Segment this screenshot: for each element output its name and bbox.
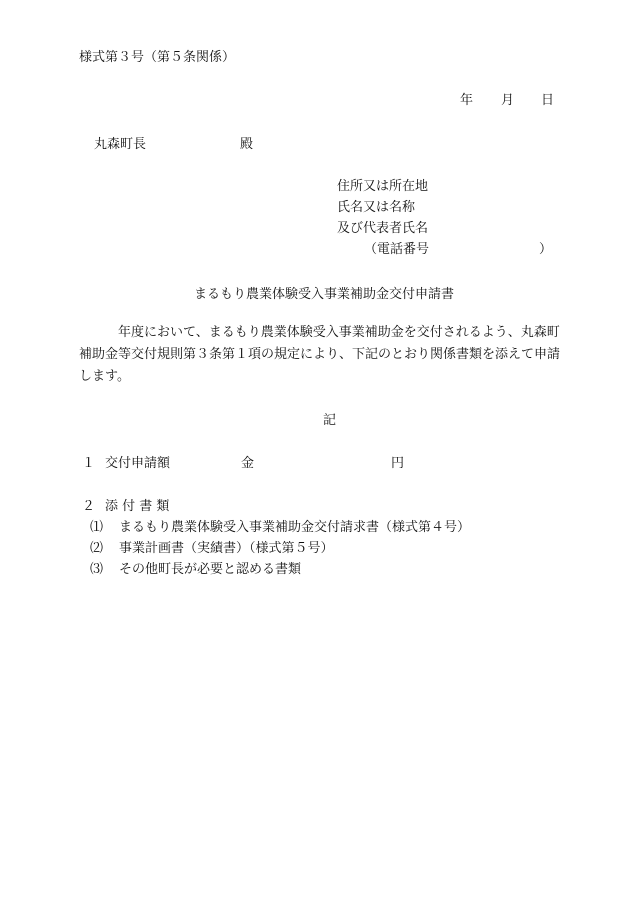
section2-label: 添 付 書 類 <box>105 499 170 514</box>
attachment-item-2-text: 事業計画書（実績書）（様式第５号） <box>119 541 334 556</box>
ki-heading: 記 <box>323 413 337 428</box>
document-title: まるもり農業体験受入事業補助金交付申請書 <box>194 287 455 302</box>
body-line-1: 年度において、まるもり農業体験受入事業補助金を交付されるよう、丸森町 <box>79 325 560 340</box>
section1-number: １ <box>82 456 96 471</box>
addressee-honorific: 殿 <box>240 137 254 152</box>
attachment-item-1-text: まるもり農業体験受入事業補助金交付請求書（様式第４号） <box>119 520 471 535</box>
applicant-representative-label: 及び代表者氏名 <box>337 221 429 236</box>
section1-kin: 金 <box>241 456 255 471</box>
form-number: 様式第３号（第５条関係） <box>79 50 236 65</box>
section1-label: 交付申請額 <box>105 456 171 471</box>
applicant-phone-open: （電話番号 <box>364 242 430 257</box>
attachment-item-3-number: ⑶ <box>90 562 104 577</box>
date-year-label: 年 <box>460 93 474 108</box>
date-day-label: 日 <box>541 93 555 108</box>
applicant-phone-close: ） <box>539 242 553 257</box>
section1-yen: 円 <box>391 456 405 471</box>
section2-number: ２ <box>82 499 96 514</box>
body-line-3: します。 <box>79 369 130 384</box>
body-line-2: 補助金等交付規則第３条第１項の規定により、下記のとおり関係書類を添えて申請 <box>79 347 561 362</box>
addressee-name: 丸森町長 <box>94 137 147 152</box>
attachment-item-3-text: その他町長が必要と認める書類 <box>119 562 302 577</box>
applicant-address-label: 住所又は所在地 <box>337 179 429 194</box>
attachment-item-2-number: ⑵ <box>90 541 104 556</box>
date-month-label: 月 <box>501 93 515 108</box>
applicant-name-label: 氏名又は名称 <box>337 200 416 215</box>
attachment-item-1-number: ⑴ <box>90 520 104 535</box>
body-paragraph <box>79 322 599 388</box>
